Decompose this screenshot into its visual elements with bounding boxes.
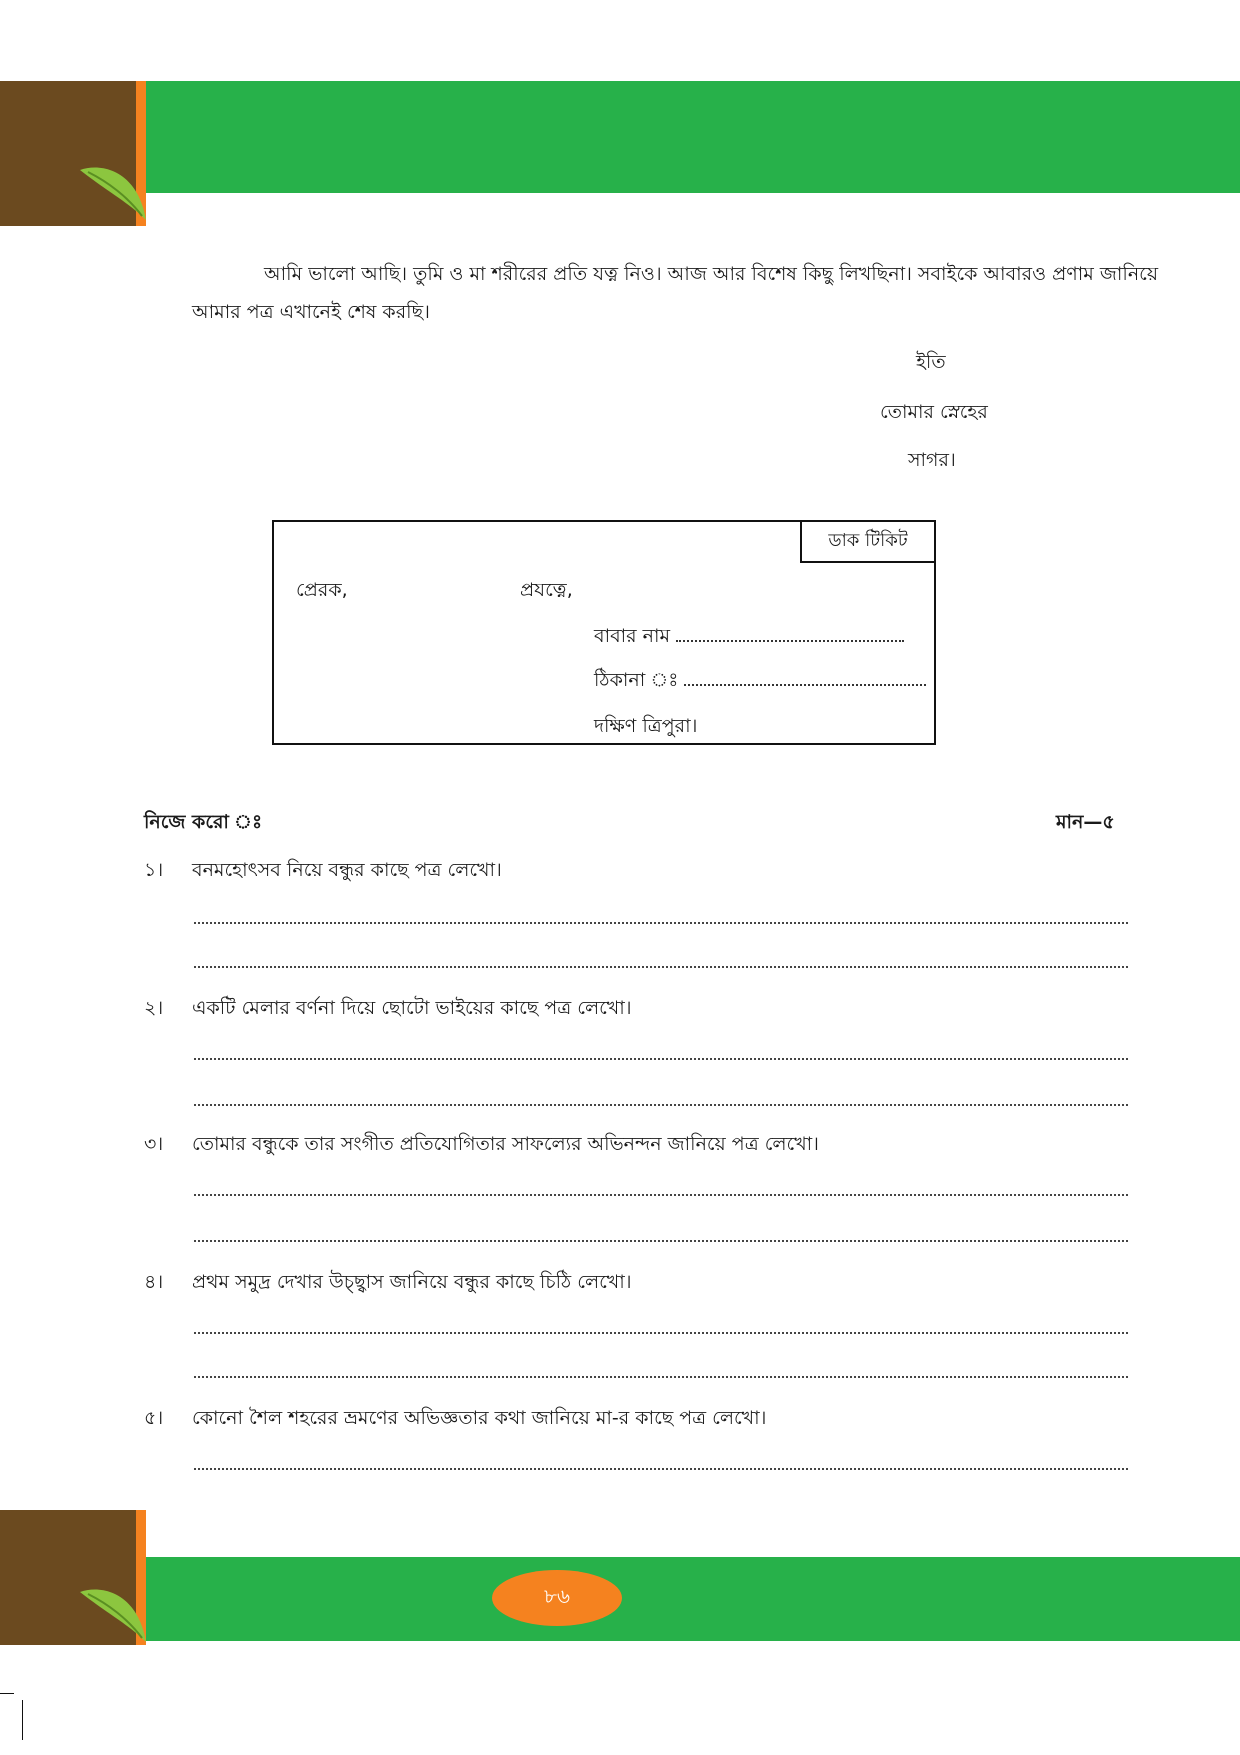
answer-line[interactable]: [194, 1376, 1128, 1378]
footer-band: [146, 1557, 1240, 1641]
answer-line[interactable]: [194, 1058, 1128, 1060]
address-row: [594, 662, 926, 698]
father-name-row: [594, 618, 904, 654]
stamp-box: [800, 520, 936, 563]
answer-line[interactable]: [194, 1332, 1128, 1334]
question-number: ২।: [144, 997, 164, 1019]
sender-label: প্রেরক,: [296, 579, 348, 601]
exercise-heading: নিজে করো ঃ: [144, 811, 263, 833]
father-name-label: বাবার নাম: [594, 625, 671, 647]
page-number: ৮৬: [544, 1583, 570, 1608]
question-text: বনমহোৎসব নিয়ে বন্ধুর কাছে পত্র লেখো।: [192, 859, 502, 881]
letter-paragraph-line-1: আমি ভালো আছি। তুমি ও মা শরীরের প্রতি যত্ন নিও। আজ আর বিশেষ কিছু লিখছিনা। সবাইকে আবারও প্রণাম জানিয়ে: [264, 263, 1159, 285]
answer-line[interactable]: [194, 1240, 1128, 1242]
address-blank: [684, 683, 926, 686]
stamp-label: ডাক টিকিট: [828, 530, 908, 551]
answer-line[interactable]: [194, 966, 1128, 968]
question-number: ৩।: [144, 1133, 164, 1155]
leaf-icon: [78, 1584, 148, 1644]
region-label: দক্ষিণ ত্রিপুরা।: [594, 715, 698, 737]
answer-line[interactable]: [194, 1104, 1128, 1106]
question-number: ৫।: [144, 1407, 164, 1429]
question-text: একটি মেলার বর্ণনা দিয়ে ছোটো ভাইয়ের কাছে পত্র লেখো।: [192, 997, 632, 1019]
question-number: ৪।: [144, 1271, 164, 1293]
answer-line[interactable]: [194, 922, 1128, 924]
question-text: প্রথম সমুদ্র দেখার উচ্ছ্বাস জানিয়ে বন্ধুর কাছে চিঠি লেখো।: [192, 1271, 632, 1293]
crop-mark: [0, 1693, 14, 1694]
letter-paragraph-line-2: আমার পত্র এখানেই শেষ করছি।: [192, 301, 430, 323]
header-band: [146, 81, 1240, 193]
address-label: ঠিকানা ঃ: [594, 669, 679, 691]
page-number-badge: [492, 1570, 622, 1626]
sign-name: সাগর।: [908, 449, 956, 471]
answer-line[interactable]: [194, 1194, 1128, 1196]
question-number: ১।: [144, 859, 164, 881]
sign-iti: ইতি: [916, 351, 946, 373]
crop-mark: [22, 1700, 23, 1740]
question-text: তোমার বন্ধুকে তার সংগীত প্রতিযোগিতার সাফল্যের অভিনন্দন জানিয়ে পত্র লেখো।: [192, 1133, 819, 1155]
exercise-marks: মান—৫: [1056, 811, 1115, 833]
sign-affection: তোমার স্নেহের: [880, 401, 988, 423]
care-of-label: প্রযত্নে,: [520, 579, 573, 601]
father-name-blank: [676, 639, 904, 642]
answer-line[interactable]: [194, 1468, 1128, 1470]
leaf-icon: [78, 162, 148, 222]
question-text: কোনো শৈল শহরের ভ্রমণের অভিজ্ঞতার কথা জানিয়ে মা-র কাছে পত্র লেখো।: [192, 1407, 767, 1429]
envelope-box: [272, 520, 936, 745]
